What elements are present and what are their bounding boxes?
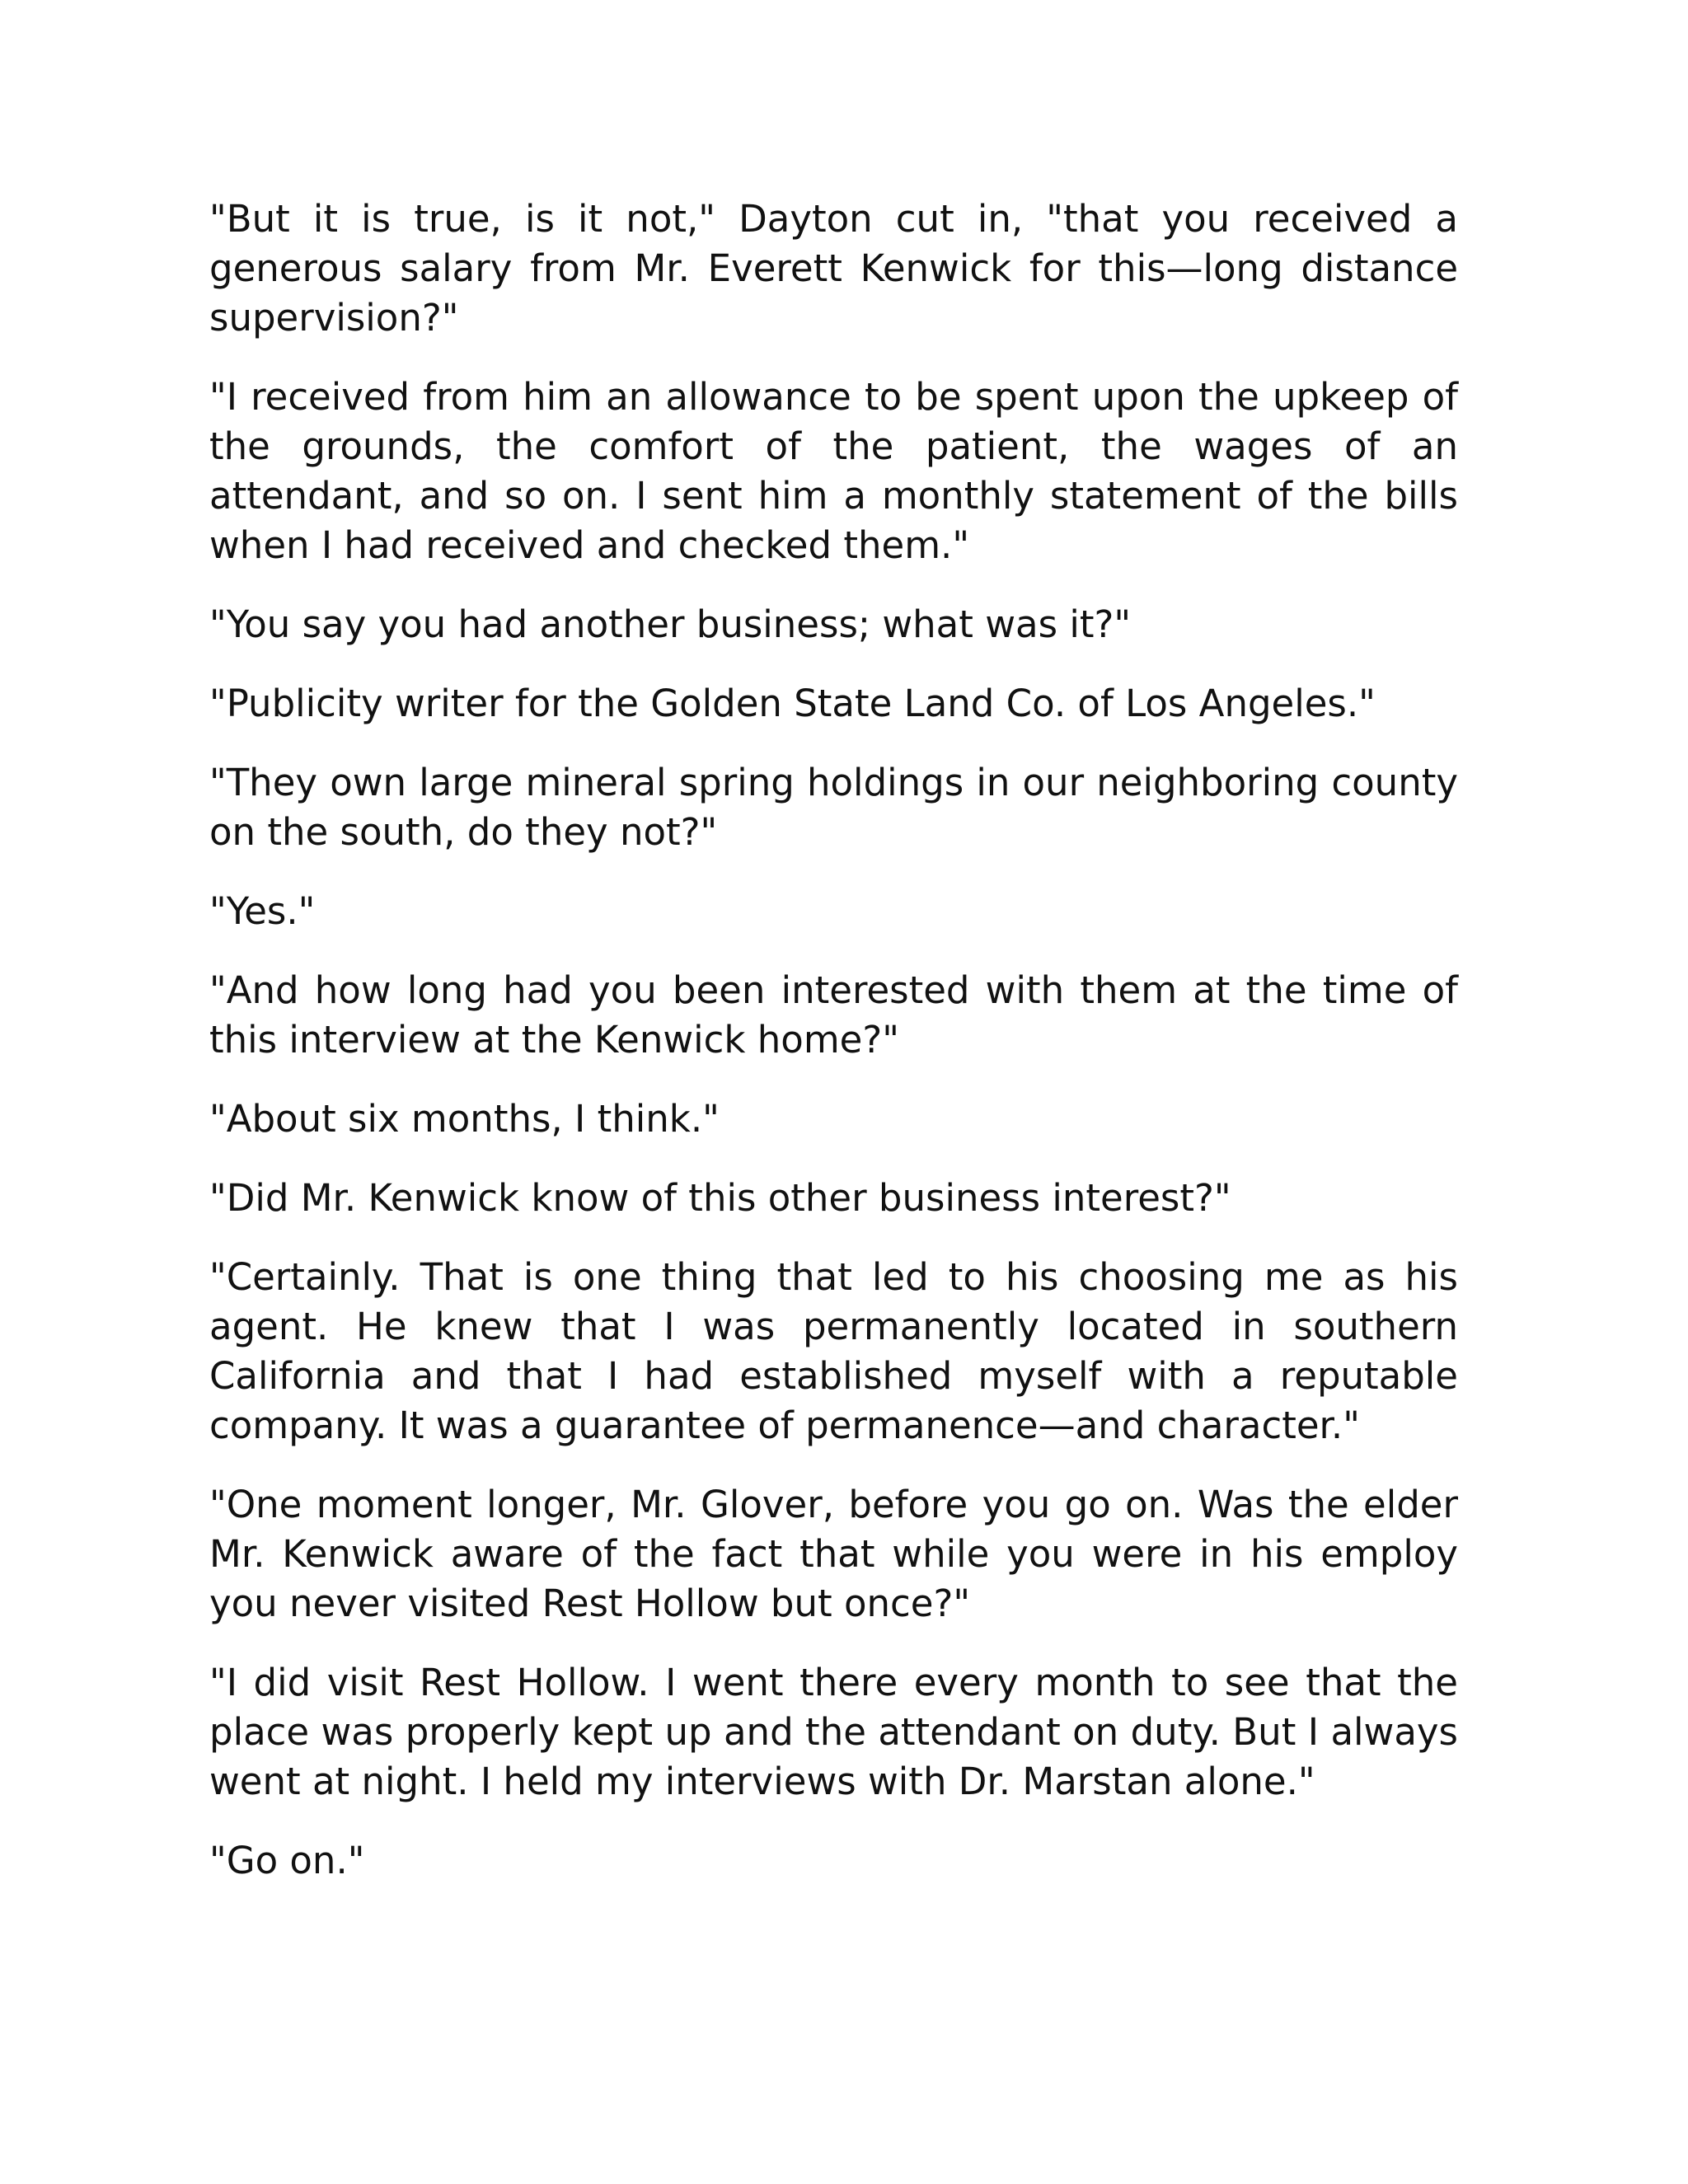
paragraph-6: "Yes." xyxy=(209,889,316,933)
paragraph-4: "Publicity writer for the Golden State Land Co. of Los Angeles." xyxy=(209,682,1376,725)
paragraph-7: "And how long had you been interested with them at the time of this interview at the Kenwick home?" xyxy=(209,968,1458,1062)
paragraph-11: "One moment longer, Mr. Glover, before you go on. Was the elder Mr. Kenwick aware of the fact that while you were in his employ you never visited Rest Hollow but once?" xyxy=(209,1483,1458,1625)
paragraph-9: "Did Mr. Kenwick know of this other business interest?" xyxy=(209,1176,1231,1220)
paragraph-5: "They own large mineral spring holdings in our neighboring county on the south, do they not?" xyxy=(209,761,1458,854)
paragraph-8: "About six months, I think." xyxy=(209,1097,720,1141)
paragraph-10: "Certainly. That is one thing that led to his choosing me as his agent. He knew that I was permanently located in southern California and that I had established myself with a reputable company. It was a guarantee of permanence—and character." xyxy=(209,1255,1458,1447)
paragraph-2: "I received from him an allowance to be spent upon the upkeep of the grounds, the comfort of the patient, the wages of an attendant, and so on. I sent him a monthly statement of the bills when I had received and checked them." xyxy=(209,375,1458,567)
paragraph-3: "You say you had another business; what was it?" xyxy=(209,602,1132,646)
paragraph-1: "But it is true, is it not," Dayton cut in, "that you received a generous salary from Mr. Everett Kenwick for this—long distance supervision?" xyxy=(209,197,1458,340)
paragraph-13: "Go on." xyxy=(209,1839,365,1882)
paragraph-12: "I did visit Rest Hollow. I went there every month to see that the place was properly kept up and the attendant on duty. But I always went at night. I held my interviews with Dr. Marstan alone." xyxy=(209,1661,1458,1803)
document-page xyxy=(209,194,1458,1886)
